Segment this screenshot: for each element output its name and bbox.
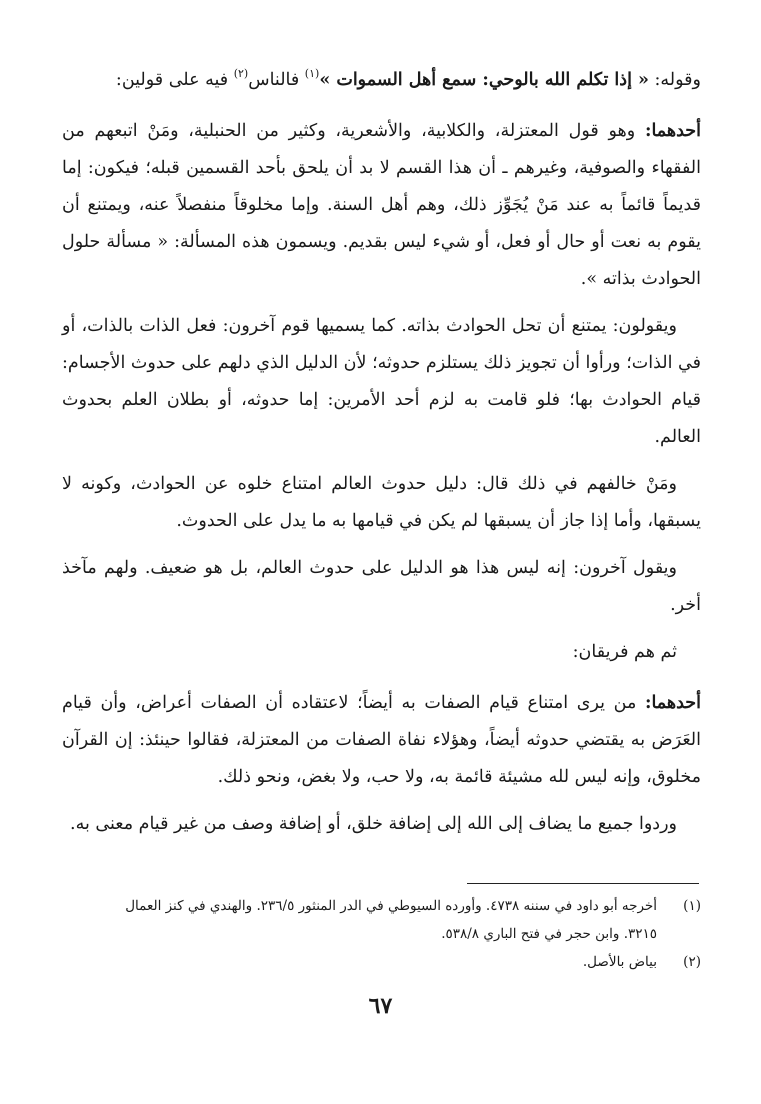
paragraph-5 bbox=[62, 550, 701, 624]
footnote-2-line-1: بياض بالأصل. bbox=[582, 954, 657, 970]
p4-text: ومَنْ خالفهم في ذلك قال: دليل حدوث العالم امتناع خلوه عن الحوادث، وكونه لا يسبقها، وأما إذا جاز أن يسبقها لم يكن في قيامها به ما يدل على الحدوث. bbox=[62, 474, 701, 531]
footnote-ref-2[interactable]: (٢) bbox=[233, 67, 249, 80]
footnote-1-line-1: أخرجه أبو داود في سننه ٤٧٣٨. وأورده السيوطي في الدر المنثور ٢٣٦/٥. والهندي في كنز العمال bbox=[125, 898, 657, 914]
section-label-first: أحدهما: bbox=[644, 121, 701, 141]
paragraph-1 bbox=[62, 62, 701, 99]
p7-text: من يرى امتناع قيام الصفات به أيضاً؛ لاعتقاده أن الصفات أعراض، وأن قيام العَرَض به يقتضي حدوثه أيضاً، وهؤلاء نفاة الصفات من المعتزلة، فقالوا حينئذ: إن القرآن مخلوق، وإنه ليس لله مشيئة قائمة به، ولا حب، ولا بغض، ونحو ذلك. bbox=[62, 693, 701, 787]
p1-mid: فالناس bbox=[248, 70, 305, 90]
section-label-second: أحدهما: bbox=[644, 693, 701, 713]
footnote-2-number: (٢) bbox=[683, 954, 701, 970]
hadith-quote: « إذا تكلم الله بالوحي: سمع أهل السموات » bbox=[319, 70, 649, 90]
paragraph-2 bbox=[62, 113, 701, 298]
paragraph-6 bbox=[62, 634, 701, 671]
p6-text: ثم هم فريقان: bbox=[572, 642, 677, 662]
footnote-1 bbox=[62, 892, 701, 948]
footnote-1-number: (١) bbox=[683, 898, 701, 914]
p1-lead: وقوله: bbox=[648, 70, 701, 90]
p5-text: ويقول آخرون: إنه ليس هذا هو الدليل على حدوث العالم، بل هو ضعيف. ولهم مآخذ أخر. bbox=[62, 558, 701, 615]
page-number: ٦٧ bbox=[368, 993, 393, 1019]
paragraph-7 bbox=[62, 685, 701, 796]
paragraph-8 bbox=[62, 806, 701, 843]
p3-text: ويقولون: يمتنع أن تحل الحوادث بذاته. كما يسميها قوم آخرون: فعل الذات بالذات، أو في الذات؛ ورأوا أن تجويز ذلك يستلزم حدوثه؛ لأن الدليل الذي دلهم على حدوث الأجسام: قيام الحوادث بها؛ فلو قامت به لزم أحد الأمرين: إما حدوثه، أو بطلان العلم بحدوث العالم. bbox=[62, 316, 701, 447]
p1-tail: فيه على قولين: bbox=[115, 70, 234, 90]
paragraph-3 bbox=[62, 308, 701, 456]
main-text bbox=[62, 62, 701, 853]
footnotes bbox=[62, 892, 701, 976]
p8-text: وردوا جميع ما يضاف إلى الله إلى إضافة خلق، أو إضافة وصف من غير قيام معنى به. bbox=[70, 814, 677, 834]
paragraph-4 bbox=[62, 466, 701, 540]
footnote-divider bbox=[467, 883, 699, 884]
p2-text: وهو قول المعتزلة، والكلابية، والأشعرية، وكثير من الحنبلية، ومَنْ اتبعهم من الفقهاء والصوفية، وغيرهم ـ أن هذا القسم لا بد أن يلحق بأحد القسمين قبله؛ فيكون: إما قديماً قائماً به عند مَنْ يُجَوِّز ذلك، وهم أهل السنة. وإما مخلوقاً منفصلاً عنه، ويمتنع أن يقوم به نعت أو حال أو فعل، أو شيء ليس بقديم. ويسمون هذه المسألة: « مسألة حلول الحوادث بذاته ». bbox=[62, 121, 701, 289]
footnote-1-line-2: ٣٢١٥. وابن حجر في فتح الباري ٥٣٨/٨. bbox=[441, 926, 657, 942]
footnote-2 bbox=[62, 948, 701, 976]
footnote-ref-1[interactable]: (١) bbox=[304, 67, 320, 80]
